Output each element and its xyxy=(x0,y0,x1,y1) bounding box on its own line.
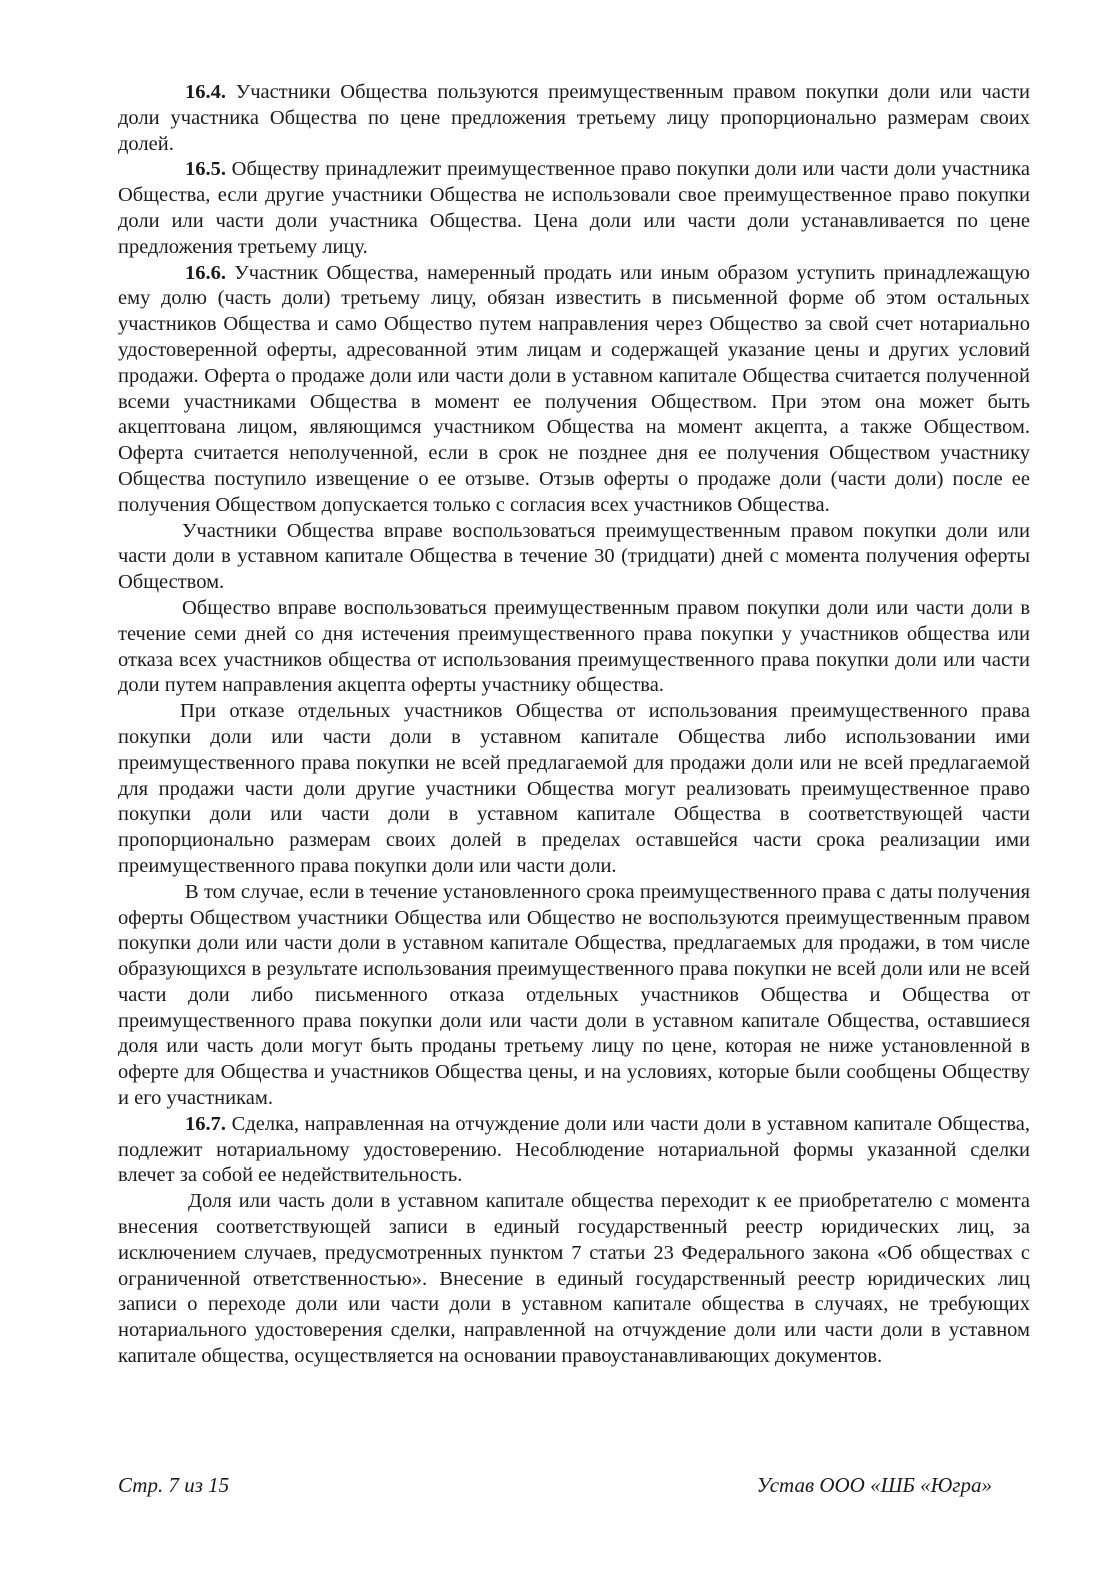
paragraph-16-5 xyxy=(118,157,1030,260)
paragraph-text: В том случае, если в течение установленного срока преимущественного права с даты получения оферты Обществом участники Общества или Общество не воспользуются преимущественным правом покупки доли или части доли в уставном капитале Общества, предлагаемых для продажи, в том числе образующихся в результате использования преимущественного права покупки не всей доли или не всей части доли либо письменного отказа отдельных участников Общества и Общества от преимущественного права покупки доли или части доли в уставном капитале Общества, оставшиеся доля или часть доли могут быть проданы третьему лицу по цене, которая не ниже установленной в оферте для Общества и участников Общества цены, и на условиях, которые были сообщены Обществу и его участникам. xyxy=(118,880,1030,1110)
paragraph-16-6-participants-term xyxy=(118,519,1030,596)
paragraph-16-6-company-term xyxy=(118,596,1030,699)
clause-number: 16.7. xyxy=(185,1112,226,1135)
paragraph-text: Участники Общества вправе воспользоваться преимущественным правом покупки доли или части доли в уставном капитале Общества в течение 30 (тридцати) дней с момента получения оферты Обществом. xyxy=(118,519,1030,594)
paragraph-text: Доля или часть доли в уставном капитале общества переходит к ее приобретателю с момента внесения соответствующей записи в единый государственный реестр юридических лиц, за исключением случаев, предусмотренных пунктом 7 статьи 23 Федерального закона «Об обществах с ограниченной ответственностью». Внесение в единый государственный реестр юридических лиц записи о переходе доли или части доли в уставном капитале общества в случаях, не требующих нотариального удостоверения сделки, направленной на отчуждение доли или части доли в уставном капитале общества, осуществляется на основании правоустанавливающих документов. xyxy=(118,1190,1030,1368)
paragraph-16-4 xyxy=(118,80,1030,157)
paragraph-16-6-refusal xyxy=(118,699,1030,880)
page-footer xyxy=(118,1473,992,1498)
document-title: Устав ООО «ШБ «Югра» xyxy=(756,1473,992,1497)
paragraph-16-6-third-party-sale xyxy=(118,880,1030,1112)
paragraph-text: Сделка, направленная на отчуждение доли или части доли в уставном капитале Общества, подлежит нотариальному удостоверению. Несоблюдение нотариальной формы указанной сделки влечет за собой ее недействительность. xyxy=(118,1112,1030,1187)
clause-number: 16.4. xyxy=(185,81,226,103)
clause-number: 16.5. xyxy=(185,158,226,181)
paragraph-text: Участники Общества пользуются преимущественным правом покупки доли или части доли участника Общества по цене предложения третьему лицу пропорционально размерам своих долей. xyxy=(118,81,1030,155)
paragraph-16-6 xyxy=(118,261,1030,519)
document-body xyxy=(118,80,1030,1370)
paragraph-16-7 xyxy=(118,1112,1030,1189)
paragraph-text: Общество вправе воспользоваться преимущественным правом покупки доли или части доли в течение семи дней со дня истечения преимущественного права покупки у участников общества или отказа всех участников общества от использования преимущественного права покупки доли или части доли путем направления акцепта оферты участнику общества. xyxy=(118,596,1030,697)
paragraph-text: Обществу принадлежит преимущественное право покупки доли или части доли участника Общества, если другие участники Общества не использовали свое преимущественное право покупки доли или части доли участника Общества. Цена доли или части доли устанавливается по цене предложения третьему лицу. xyxy=(118,158,1030,258)
clause-number: 16.6. xyxy=(185,261,226,284)
page-number: Стр. 7 из 15 xyxy=(118,1473,230,1497)
paragraph-text: Участник Общества, намеренный продать или иным образом уступить принадлежащую ему долю (часть доли) третьему лицу, обязан известить в письменной форме об этом остальных участников Общества и само Общество путем направления через Общество за свой счет нотариально удостоверенной оферты, адресованной этим лицам и содержащей указание цены и других условий продажи. Оферта о продаже доли или части доли в уставном капитале Общества считается полученной всеми участниками Общества в момент ее получения Обществом. При этом она может быть акцептована лицом, являющимся участником Общества на момент акцепта, а также Обществом. Оферта считается неполученной, если в срок не позднее дня ее получения Обществом участнику Общества поступило извещение о ее отзыве. Отзыв оферты о продаже доли (части доли) после ее получения Обществом допускается только с согласия всех участников Общества. xyxy=(118,261,1030,516)
paragraph-text: При отказе отдельных участников Общества от использования преимущественного права покупки доли или части доли в уставном капитале Общества либо использовании ими преимущественного права покупки не всей предлагаемой для продажи доли или не всей предлагаемой для продажи части доли другие участники Общества могут реализовать преимущественное право покупки доли или части доли в уставном капитале Общества в соответствующей части пропорционально размерам своих долей в пределах оставшейся части срока реализации ими преимущественного права покупки доли или части доли. xyxy=(118,700,1030,877)
paragraph-16-7-transfer xyxy=(118,1189,1030,1370)
